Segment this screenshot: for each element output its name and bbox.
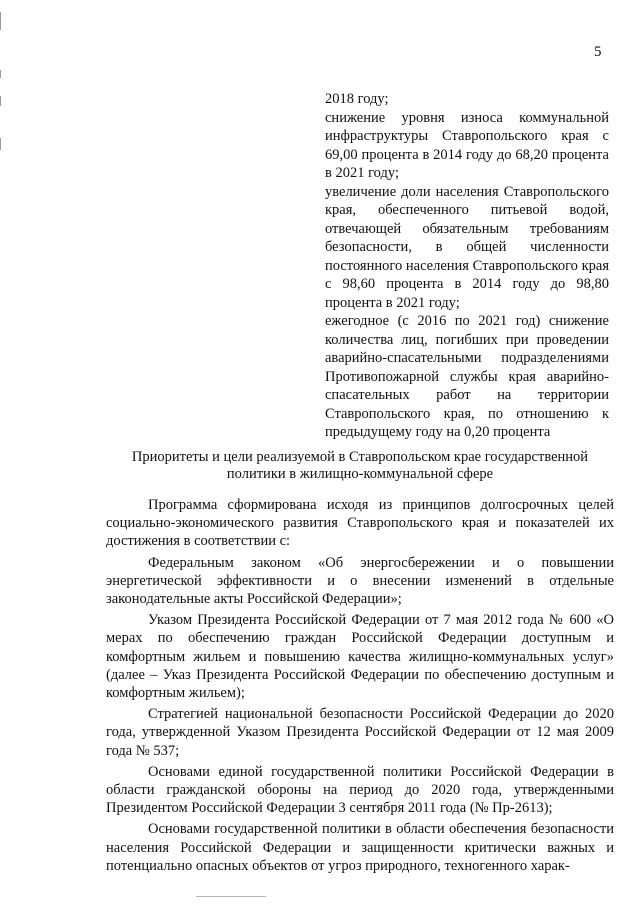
scan-margin-mark: [0, 70, 1, 78]
body-paragraph: Программа сформирована исходя из принципов долгосрочных целей социально-экономического развития Ставропольского края и показателей их достижения в соответствии с:: [106, 497, 614, 550]
body-paragraph: Федеральным законом «Об энергосбережении и о повышении энергетической эффективности и о внесении изменений в отдельные законодательные акты Российской Федерации»;: [106, 554, 614, 608]
section-heading: [100, 449, 620, 483]
table-item: ежегодное (с 2016 по 2021 год) снижение количества лиц, погибших при проведении аварийно-спасательными подразделениями Противопожарной службы края аварийно-спасательных работ на территории Ставропольского края, по отношению к предыдущему году на 0,20 процента: [325, 313, 609, 440]
table-column-text: [325, 90, 609, 442]
body-paragraph: Основами государственной политики в области обеспечения безопасности населения Российской Федерации и защищенности критически важных и потенциально опасных объектов от угроз природного, техногенного харак-: [106, 821, 614, 874]
body-paragraph: Стратегией национальной безопасности Российской Федерации до 2020 года, утвержденной Указом Президента Российской Федерации от 12 мая 2009 года № 537;: [106, 706, 614, 759]
scan-margin-mark: [0, 12, 1, 30]
page-number: 5: [594, 44, 602, 60]
scan-margin-mark: [0, 138, 1, 150]
table-item: снижение уровня износа коммунальной инфраструктуры Ставропольского края с 69,00 процента в 2014 году до 68,20 процента в 2021 году;: [325, 109, 609, 181]
table-item: увеличение доли населения Ставропольского края, обеспеченного питьевой водой, отвечающей обязательным требованиям безопасности, в общей численности постоянного населения Ставропольского края с 98,60 процента в 2014 году до 98,80 процента в 2021 году;: [325, 183, 609, 311]
scan-bottom-line: [196, 896, 266, 897]
section-heading-line: Приоритеты и цели реализуемой в Ставропольском крае государственной: [131, 449, 589, 465]
body-text: [106, 496, 614, 878]
body-paragraph: Основами единой государственной политики Российской Федерации в области гражданской обороны на период до 2020 года, утвержденными Президентом Российской Федерации 3 сентября 2011 года (№ Пр-2613);: [106, 763, 614, 817]
table-item: 2018 году;: [325, 91, 389, 107]
body-paragraph: Указом Президента Российской Федерации от 7 мая 2012 года № 600 «О мерах по обеспечению граждан Российской Федерации доступным и комфортным жильем и повышению качества жилищно-коммунальных услуг» (далее – Указ Президента Российской Федерации по обеспечению доступным и комфортным жильем);: [106, 612, 614, 702]
scan-margin-mark: [0, 96, 1, 106]
section-heading-line: политики в жилищно-коммунальной сфере: [226, 466, 494, 482]
